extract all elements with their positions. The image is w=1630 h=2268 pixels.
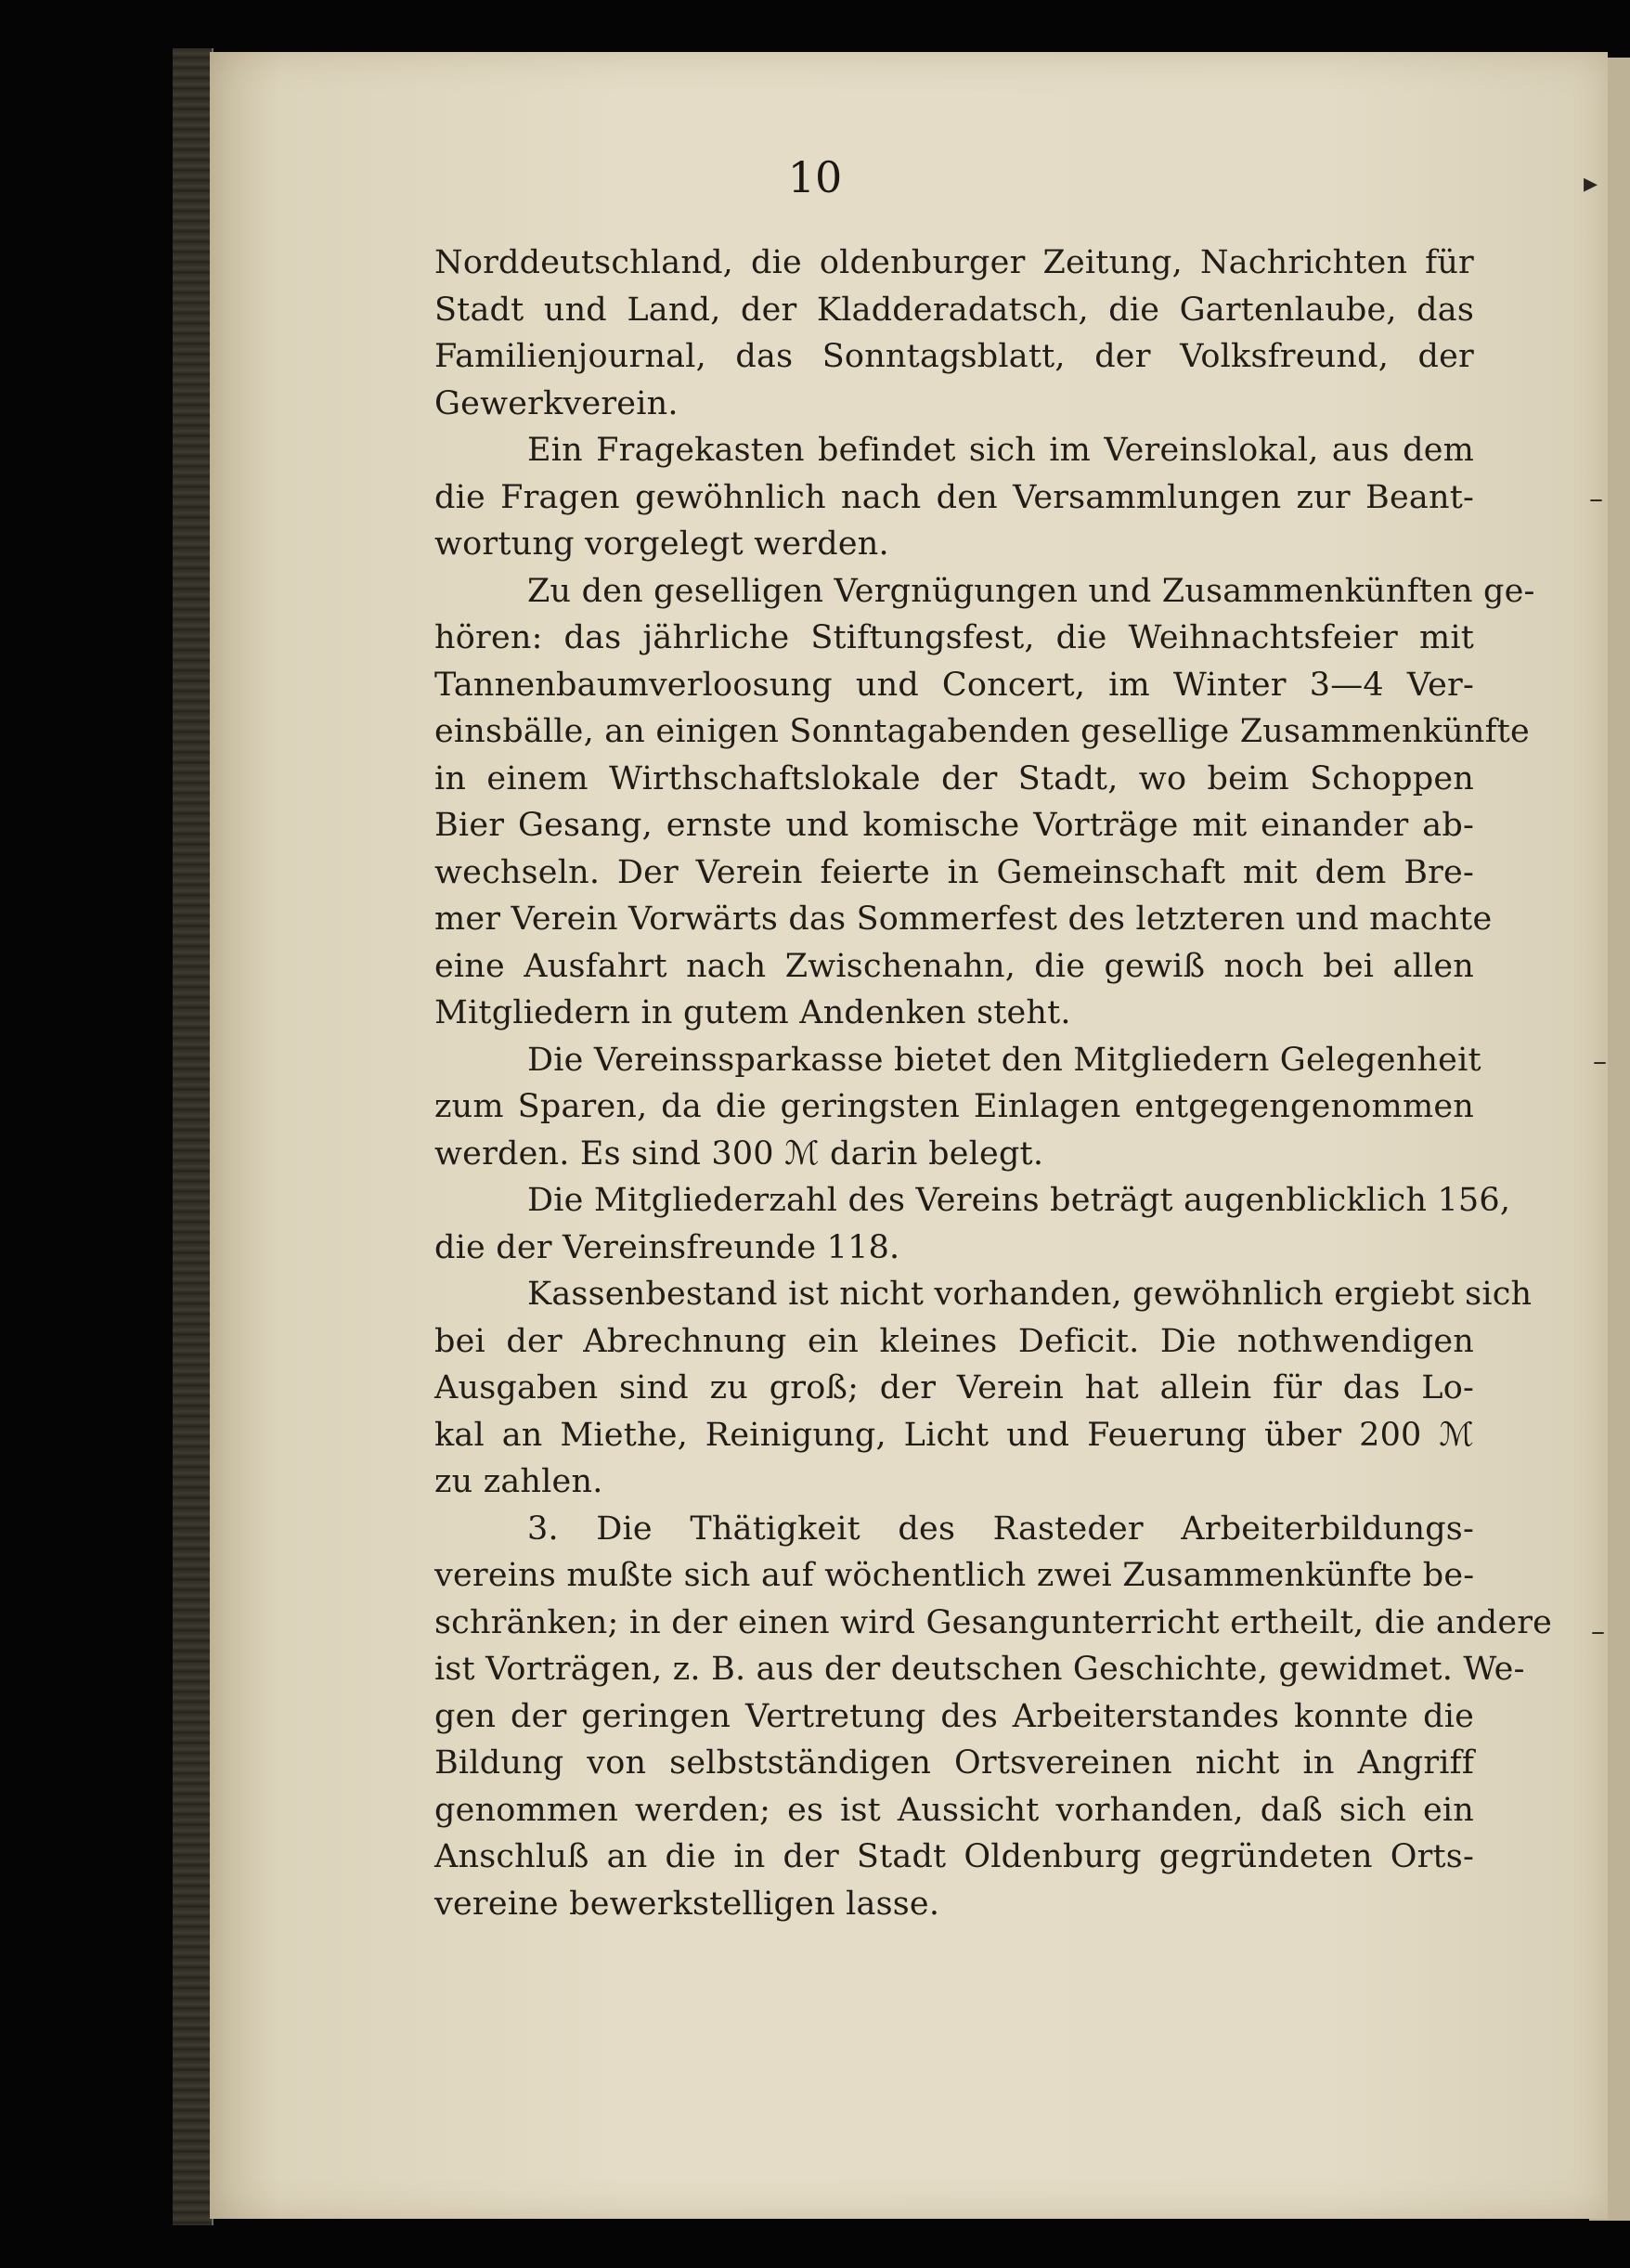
margin-mark: – [1589,483,1603,515]
text-line: genommen werden; es ist Aussicht vorhanden, daß sich ein [434,1791,1474,1829]
text-line: Gewerkverein. [434,384,679,422]
text-line: hören: das jährliche Stiftungsfest, die Weihnachtsfeier mit [434,619,1474,656]
text-line: eine Ausfahrt nach Zwischenahn, die gewiß noch bei allen [434,947,1474,985]
margin-mark: – [1591,1615,1605,1648]
text-line: wechseln. Der Verein feierte in Gemeinschaft mit dem Bre- [434,853,1474,891]
text-line: Die Mitgliederzahl des Vereins beträgt augenblicklich 156, [527,1182,1511,1219]
margin-mark: – [1593,1045,1607,1078]
text-line: mer Verein Vorwärts das Sommerfest des letzteren und machte [434,901,1493,938]
text-line: die Fragen gewöhnlich nach den Versammlungen zur Beant- [434,478,1474,516]
text-line: zu zahlen. [434,1463,603,1500]
text-line: Tannenbaumverloosung und Concert, im Winter 3—4 Ver- [434,666,1474,704]
text-line: einsbälle, an einigen Sonntagabenden gesellige Zusammenkünfte [434,713,1530,750]
text-line: ist Vorträgen, z. B. aus der deutschen Geschichte, gewidmet. We- [434,1651,1525,1688]
text-line: Bildung von selbstständigen Ortsvereinen nicht in Angriff [434,1744,1474,1782]
text-line: Ausgaben sind zu groß; der Verein hat allein für das Lo- [434,1369,1474,1406]
book-spine [173,48,213,2225]
text-line: bei der Abrechnung ein kleines Deficit. Die nothwendigen [434,1322,1474,1360]
text-line: Bier Gesang, ernste und komische Vorträge mit einander ab- [434,807,1474,844]
text-line: Ein Fragekasten befindet sich im Vereinslokal, aus dem [527,432,1474,469]
text-line: die der Vereinsfreunde 118. [434,1228,900,1266]
text-line: kal an Miethe, Reinigung, Licht und Feuerung über 200 ℳ [434,1416,1474,1454]
text-line: gen der geringen Vertretung des Arbeiterstandes konnte die [434,1697,1474,1735]
text-line: in einem Wirthschaftslokale der Stadt, wo beim Schoppen [434,759,1474,797]
text-line: wortung vorgelegt werden. [434,525,889,563]
text-line: zum Sparen, da die geringsten Einlagen entgegengenommen [434,1088,1474,1125]
text-line: 3. Die Thätigkeit des Rasteder Arbeiterbildungs- [527,1510,1474,1548]
text-line: vereins mußte sich auf wöchentlich zwei Zusammenkünfte be- [434,1557,1475,1594]
text-line: Norddeutschland, die oldenburger Zeitung, Nachrichten für [434,244,1474,281]
text-line: Mitgliedern in gutem Andenken steht. [434,994,1071,1031]
text-line: schränken; in der einen wird Gesangunterricht ertheilt, die andere [434,1603,1553,1641]
body-text [434,240,1553,1927]
text-line: werden. Es sind 300 ℳ darin belegt. [434,1134,1044,1173]
margin-mark: ▸ [1584,167,1598,200]
text-line: Zu den geselligen Vergnügungen und Zusammenkünften ge- [527,572,1535,610]
text-line: Anschluß an die in der Stadt Oldenburg gegründeten Orts- [434,1838,1474,1875]
text-line: Kassenbestand ist nicht vorhanden, gewöhnlich ergiebt sich [527,1276,1533,1313]
text-line: Die Vereinssparkasse bietet den Mitgliedern Gelegenheit [527,1041,1481,1079]
text-line: vereine bewerkstelligen lasse. [434,1885,940,1923]
text-line: Stadt und Land, der Kladderadatsch, die Gartenlaube, das [434,291,1474,329]
page-number: 10 [787,152,843,202]
text-line: Familienjournal, das Sonntagsblatt, der Volksfreund, der [434,338,1474,375]
